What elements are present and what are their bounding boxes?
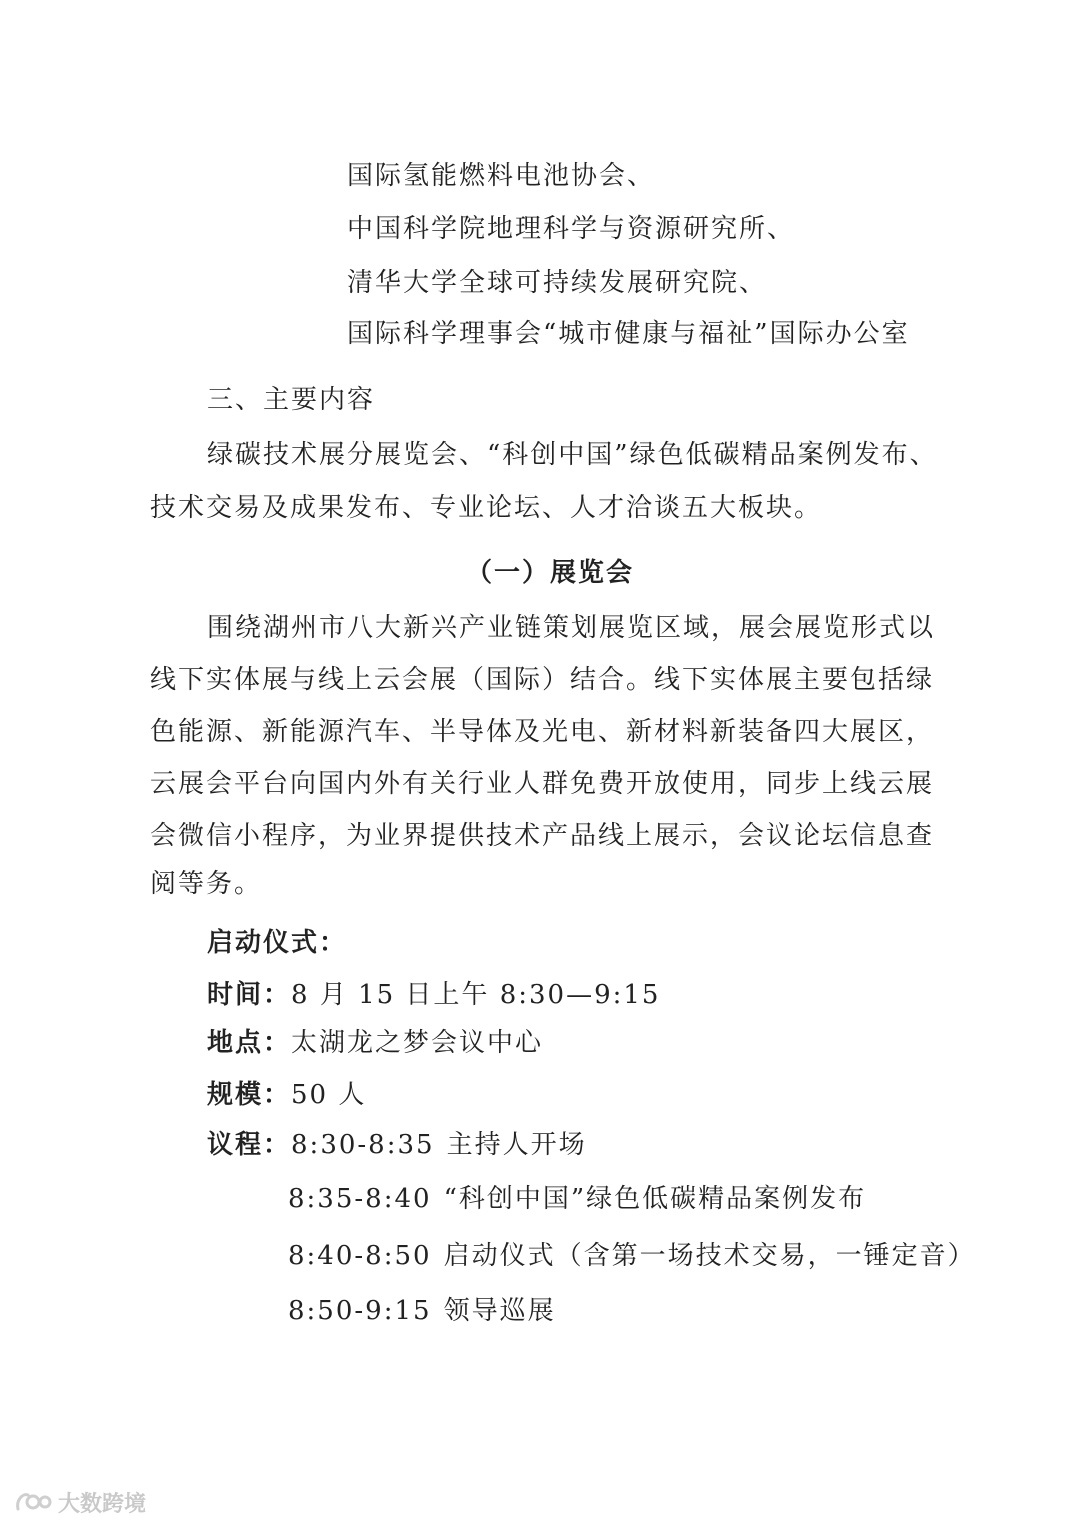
paragraph-line: 绿碳技术展分展览会、“科创中国”绿色低碳精品案例发布、 <box>207 440 938 470</box>
agenda-item: 主持人开场 <box>446 1130 587 1160</box>
agenda-item: 领导巡展 <box>443 1296 556 1326</box>
time-row <box>207 977 660 1013</box>
time-label: 时间： <box>207 980 292 1010</box>
watermark-text: 大数跨境 <box>58 1491 147 1517</box>
organizer-line: 国际科学理事会“城市健康与福祉”国际办公室 <box>347 319 910 349</box>
place-label: 地点： <box>207 1028 292 1058</box>
agenda-label: 议程： <box>207 1130 292 1160</box>
organizer-line: 中国科学院地理科学与资源研究所、 <box>347 214 796 244</box>
section-heading: 三、主要内容 <box>207 385 376 415</box>
agenda-row <box>288 1293 556 1329</box>
agenda-time: 8:30-8:35 <box>291 1130 435 1160</box>
place-value: 太湖龙之梦会议中心 <box>291 1028 544 1058</box>
paragraph-line: 技术交易及成果发布、专业论坛、人才洽谈五大板块。 <box>150 493 823 523</box>
agenda-item: “科创中国”绿色低碳精品案例发布 <box>443 1184 867 1214</box>
paragraph-line: 围绕湖州市八大新兴产业链策划展览区域，展会展览形式以 <box>207 613 936 643</box>
paragraph-line: 阅等务。 <box>150 869 263 899</box>
watermark <box>14 1488 146 1516</box>
agenda-row <box>207 1127 587 1163</box>
watermark-logo-icon <box>14 1489 52 1515</box>
agenda-row <box>288 1238 976 1274</box>
agenda-row <box>288 1181 866 1217</box>
paragraph-line: 会微信小程序，为业界提供技术产品线上展示，会议论坛信息查 <box>150 821 935 851</box>
agenda-time: 8:40-8:50 <box>288 1241 432 1271</box>
scale-label: 规模： <box>207 1080 292 1110</box>
agenda-item: 启动仪式（含第一场技术交易，一锤定音） <box>443 1241 976 1271</box>
ceremony-heading: 启动仪式： <box>207 928 348 958</box>
subsection-heading: （一）展览会 <box>465 558 634 588</box>
agenda-time: 8:50-9:15 <box>288 1296 432 1326</box>
paragraph-line: 线下实体展与线上云会展（国际）结合。线下实体展主要包括绿 <box>150 665 935 695</box>
paragraph-line: 色能源、新能源汽车、半导体及光电、新材料新装备四大展区， <box>150 717 935 747</box>
organizer-line: 国际氢能燃料电池协会、 <box>347 161 656 191</box>
place-row <box>207 1025 543 1061</box>
paragraph-line: 云展会平台向国内外有关行业人群免费开放使用，同步上线云展 <box>150 769 935 799</box>
scale-value: 50 人 <box>291 1080 367 1110</box>
time-value: 8 月 15 日上午 8:30—9:15 <box>291 980 661 1010</box>
scale-row <box>207 1077 366 1113</box>
organizer-line: 清华大学全球可持续发展研究院、 <box>347 268 768 298</box>
agenda-time: 8:35-8:40 <box>288 1184 432 1214</box>
